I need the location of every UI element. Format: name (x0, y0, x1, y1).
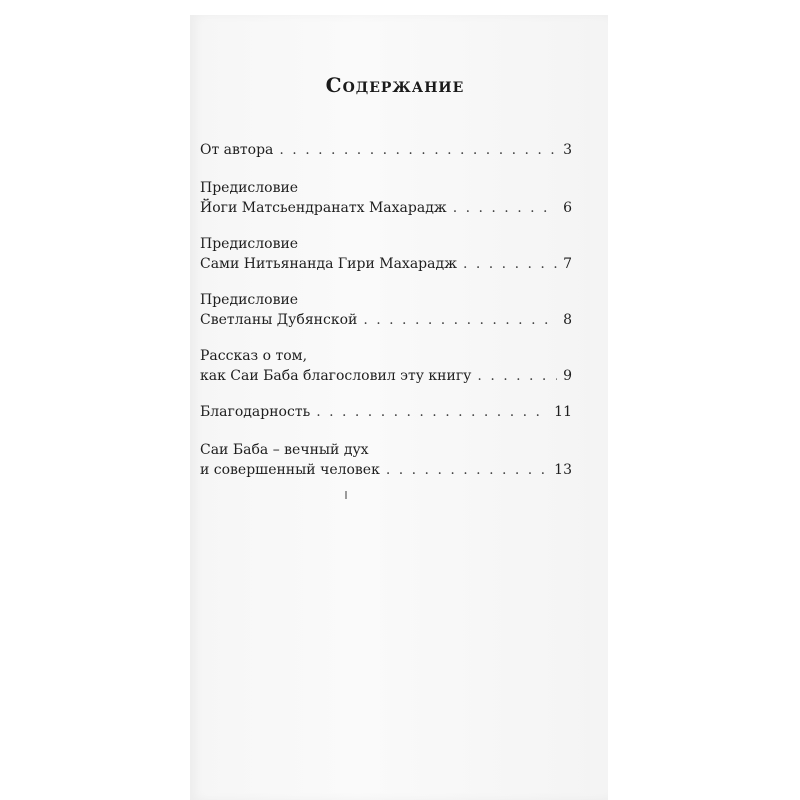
toc-entry-preface-yogi[interactable] (200, 178, 572, 218)
leader-dots (316, 402, 548, 422)
toc-entry-text: Предисловие (200, 180, 299, 196)
leader-dots (363, 310, 557, 330)
toc-entry-text: и совершенный человек (200, 462, 380, 478)
toc-entry-text: Предисловие (200, 292, 299, 308)
toc-entry-text: Рассказ о том, (200, 348, 308, 364)
toc-page-number: 13 (554, 462, 572, 478)
toc-page-number: 6 (563, 200, 572, 216)
leader-dots (453, 198, 557, 218)
toc-page-number: 9 (563, 368, 572, 384)
print-mark (345, 491, 347, 499)
toc-entry-text: От автора (200, 142, 274, 158)
toc-page-number: 11 (554, 404, 572, 420)
leader-dots (477, 366, 557, 386)
toc-entry-gratitude[interactable] (200, 402, 572, 422)
toc-page-number: 7 (563, 256, 572, 272)
toc-entry-author[interactable] (200, 140, 572, 160)
toc-entry-text: Сами Нитьянанда Гири Махарадж (200, 256, 457, 272)
page-title: Содержание (325, 73, 465, 98)
leader-dots (463, 254, 557, 274)
toc-page-number: 3 (563, 142, 572, 158)
toc-entry-story[interactable] (200, 346, 572, 386)
leader-dots (279, 140, 557, 160)
toc-entry-text: Светланы Дубянской (200, 312, 358, 328)
toc-entry-text: Йоги Матсьендранатх Махарадж (200, 200, 447, 216)
toc-entry-text: как Саи Баба благословил эту книгу (200, 368, 472, 384)
toc-entry-text: Предисловие (200, 236, 299, 252)
toc-entry-sai-baba[interactable] (200, 440, 572, 480)
toc-entry-preface-sami[interactable] (200, 234, 572, 274)
toc-page-number: 8 (563, 312, 572, 328)
toc-entry-preface-svetlana[interactable] (200, 290, 572, 330)
toc-entry-text: Благодарность (200, 404, 311, 420)
table-of-contents (200, 140, 572, 480)
toc-entry-text: Саи Баба – вечный дух (200, 442, 369, 458)
leader-dots (386, 460, 548, 480)
